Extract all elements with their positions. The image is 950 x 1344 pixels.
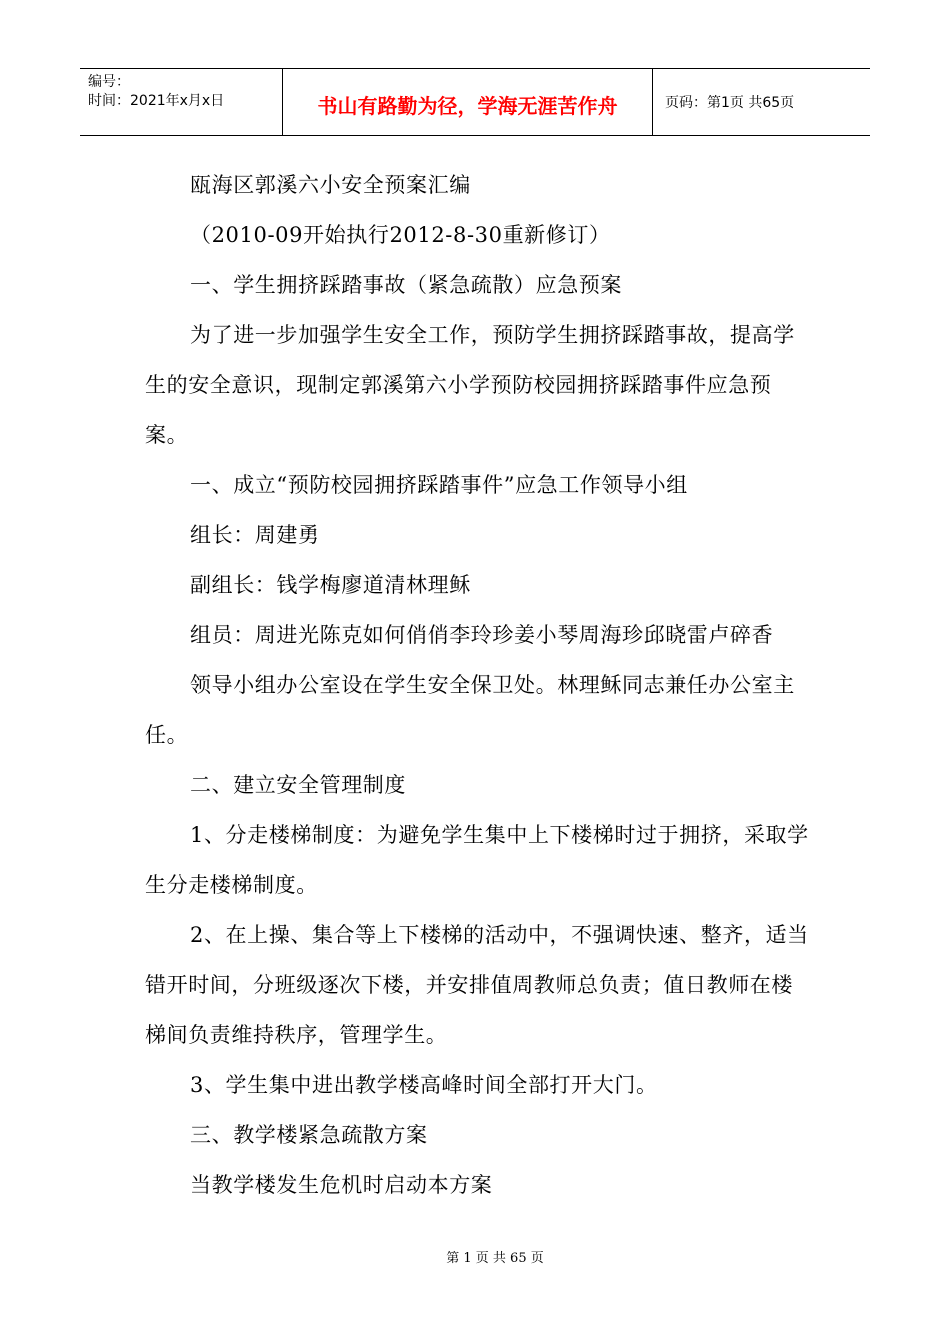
document-header <box>80 68 870 136</box>
revision-note: （2010-09开始执行2012-8-30重新修订） <box>190 223 611 247</box>
header-motto: 书山有路勤为径，学海无涯苦作舟 <box>283 69 653 135</box>
paragraph: 1、分走楼梯制度：为避免学生集中上下楼梯时过于拥挤，采取学生分走楼梯制度。 <box>145 823 809 897</box>
paragraph: 2、在上操、集合等上下楼梯的活动中，不强调快速、整齐，适当错开时间，分班级逐次下楼，并安排值周教师总负责；值日教师在楼梯间负责维持秩序，管理学生。 <box>145 923 809 1047</box>
paragraph: 领导小组办公室设在学生安全保卫处。林理稣同志兼任办公室主任。 <box>145 673 795 747</box>
number-label: 编号： <box>88 74 130 90</box>
paragraph: 为了进一步加强学生安全工作，预防学生拥挤踩踏事故，提高学生的安全意识，现制定郭溪第六小学预防校园拥挤踩踏事件应急预案。 <box>145 323 795 447</box>
header-page-info: 页码：第1页 共65页 <box>665 95 795 111</box>
page-footer: 第 1 页 共 65 页 <box>446 1251 544 1266</box>
time-label: 时间：2021年x月x日 <box>88 93 225 109</box>
paragraph: 组员：周进光陈克如何俏俏李玲珍姜小琴周海珍邱晓雷卢碎香 <box>190 623 774 647</box>
paragraph: 当教学楼发生危机时启动本方案 <box>190 1173 493 1197</box>
document-title: 瓯海区郭溪六小安全预案汇编 <box>190 173 471 197</box>
section-heading: 二、建立安全管理制度 <box>190 773 406 797</box>
section-heading: 一、学生拥挤踩踏事故（紧急疏散）应急预案 <box>190 273 622 297</box>
header-meta <box>80 69 283 135</box>
section-heading: 一、成立“预防校园拥挤踩踏事件”应急工作领导小组 <box>190 473 688 497</box>
paragraph: 副组长：钱学梅廖道清林理稣 <box>190 573 471 597</box>
document-body <box>145 160 810 1210</box>
section-heading: 三、教学楼紧急疏散方案 <box>190 1123 428 1147</box>
paragraph: 组长：周建勇 <box>190 523 320 547</box>
paragraph: 3、学生集中进出教学楼高峰时间全部打开大门。 <box>190 1073 658 1097</box>
